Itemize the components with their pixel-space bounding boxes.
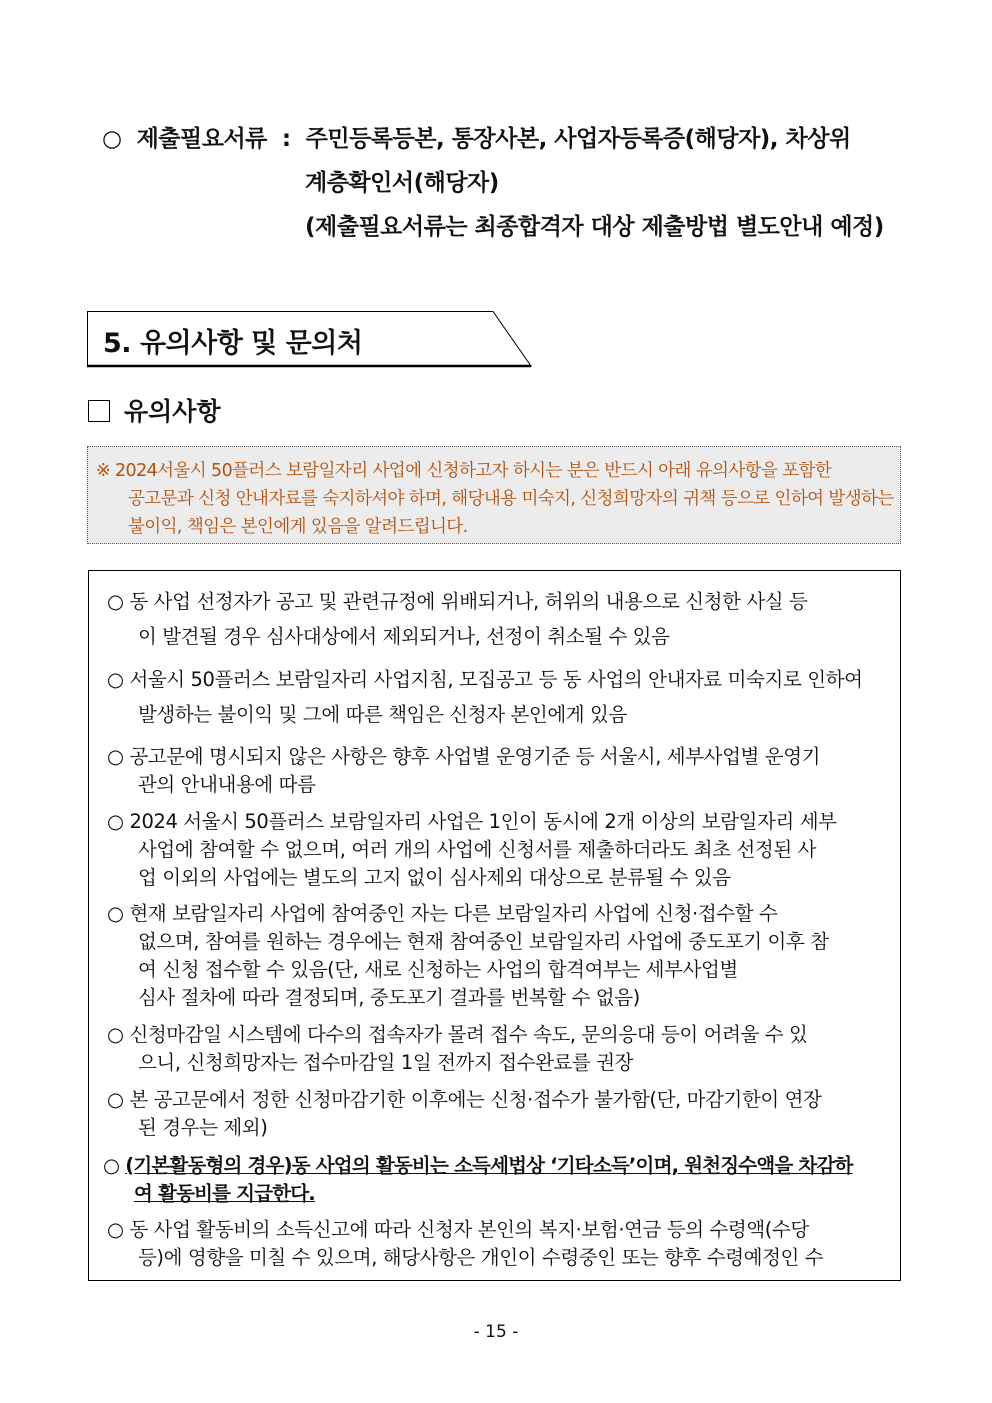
item-text: 신청마감일 시스템에 다수의 접속자가 몰려 접수 속도, 문의응대 등이 어려울 수 있 [129, 1023, 808, 1046]
item-text: 여 신청 접수할 수 있음(단, 새로 신청하는 사업의 합격여부는 세부사업별 [138, 958, 738, 981]
item-text: 관의 안내내용에 따름 [138, 773, 316, 796]
required-docs-line1 [102, 120, 851, 153]
list-item [107, 1086, 822, 1142]
bullet-icon: ○ [102, 126, 122, 152]
list-item [107, 1216, 823, 1272]
page-number: - 15 - [473, 1322, 519, 1342]
list-item [107, 662, 863, 732]
required-docs-line2: 계층확인서(해당자) [305, 170, 499, 196]
subsection-title: 유의사항 [124, 397, 221, 426]
list-item [107, 1021, 807, 1077]
item-text: (기본활동형의 경우)동 사업의 활동비는 소득세법상 ‘기타소득’이며, 원천징수액을 차감하 [125, 1154, 853, 1177]
item-text: 심사 절차에 따라 결정되며, 중도포기 결과를 번복할 수 없음) [138, 986, 640, 1009]
list-item [107, 808, 837, 892]
required-docs-text: 주민등록등본, 통장사본, 사업자등록증(해당자), 차상위 [305, 126, 851, 152]
subsection-heading [88, 392, 221, 428]
item-text: 이 발견될 경우 심사대상에서 제외되거나, 선정이 취소될 수 있음 [138, 625, 670, 648]
circle-bullet-icon: ○ [107, 1218, 124, 1241]
circle-bullet-icon: ○ [103, 1154, 120, 1177]
circle-bullet-icon: ○ [107, 745, 124, 768]
notice-line: 공고문과 신청 안내자료를 숙지하셔야 하며, 해당내용 미숙지, 신청희망자의 귀책 등으로 인하여 발생하는 [128, 489, 894, 509]
notice-line: ※ 2024서울시 50플러스 보람일자리 사업에 신청하고자 하시는 분은 반드시 아래 유의사항을 포함한 [96, 461, 832, 481]
notes-list-box [88, 570, 901, 1281]
item-text: 된 경우는 제외) [138, 1116, 268, 1139]
circle-bullet-icon: ○ [107, 668, 124, 691]
item-text: 2024 서울시 50플러스 보람일자리 사업은 1인이 동시에 2개 이상의 보람일자리 세부 [129, 810, 837, 833]
item-text: 현재 보람일자리 사업에 참여중인 자는 다른 보람일자리 사업에 신청·접수할 수 [129, 902, 778, 925]
item-text: 으니, 신청희망자는 접수마감일 1일 전까지 접수완료를 권장 [138, 1051, 634, 1074]
item-text: 발생하는 불이익 및 그에 따른 책임은 신청자 본인에게 있음 [138, 703, 627, 726]
required-docs-note: (제출필요서류는 최종합격자 대상 제출방법 별도안내 예정) [305, 214, 884, 240]
item-text: 여 활동비를 지급한다. [134, 1182, 315, 1205]
circle-bullet-icon: ○ [107, 1088, 124, 1111]
item-text: 동 사업 활동비의 소득신고에 따라 신청자 본인의 복지·보험·연금 등의 수령액(수당 [129, 1218, 809, 1241]
item-text: 서울시 50플러스 보람일자리 사업지침, 모집공고 등 동 사업의 안내자료 미숙지로 인하여 [129, 668, 863, 691]
circle-bullet-icon: ○ [107, 1023, 124, 1046]
item-text: 사업에 참여할 수 없으며, 여러 개의 사업에 신청서를 제출하더라도 최초 선정된 사 [138, 838, 817, 861]
item-text: 업 이외의 사업에는 별도의 고지 없이 심사제외 대상으로 분류될 수 있음 [138, 866, 731, 889]
item-text: 없으며, 참여를 원하는 경우에는 현재 참여중인 보람일자리 사업에 중도포기 이후 참 [138, 930, 829, 953]
list-item-emphasized [103, 1152, 853, 1208]
notice-line: 불이익, 책임은 본인에게 있음을 알려드립니다. [128, 517, 468, 537]
required-docs-label: 제출필요서류 [136, 126, 267, 152]
item-text: 본 공고문에서 정한 신청마감기한 이후에는 신청·접수가 불가함(단, 마감기한이 연장 [129, 1088, 822, 1111]
circle-bullet-icon: ○ [107, 810, 124, 833]
list-item [107, 900, 829, 1012]
list-item [107, 584, 807, 654]
notice-box [87, 446, 901, 544]
section-header [87, 311, 531, 367]
square-box-icon [88, 400, 110, 422]
circle-bullet-icon: ○ [107, 590, 124, 613]
separator: : [281, 126, 291, 152]
item-text: 공고문에 명시되지 않은 사항은 향후 사업별 운영기준 등 서울시, 세부사업별 운영기 [129, 745, 821, 768]
circle-bullet-icon: ○ [107, 902, 124, 925]
item-text: 등)에 영향을 미칠 수 있으며, 해당사항은 개인이 수령중인 또는 향후 수령예정인 수 [138, 1246, 824, 1269]
section-title: 5. 유의사항 및 문의처 [103, 328, 363, 359]
item-text: 동 사업 선정자가 공고 및 관련규정에 위배되거나, 허위의 내용으로 신청한 사실 등 [129, 590, 808, 613]
list-item [107, 743, 820, 799]
